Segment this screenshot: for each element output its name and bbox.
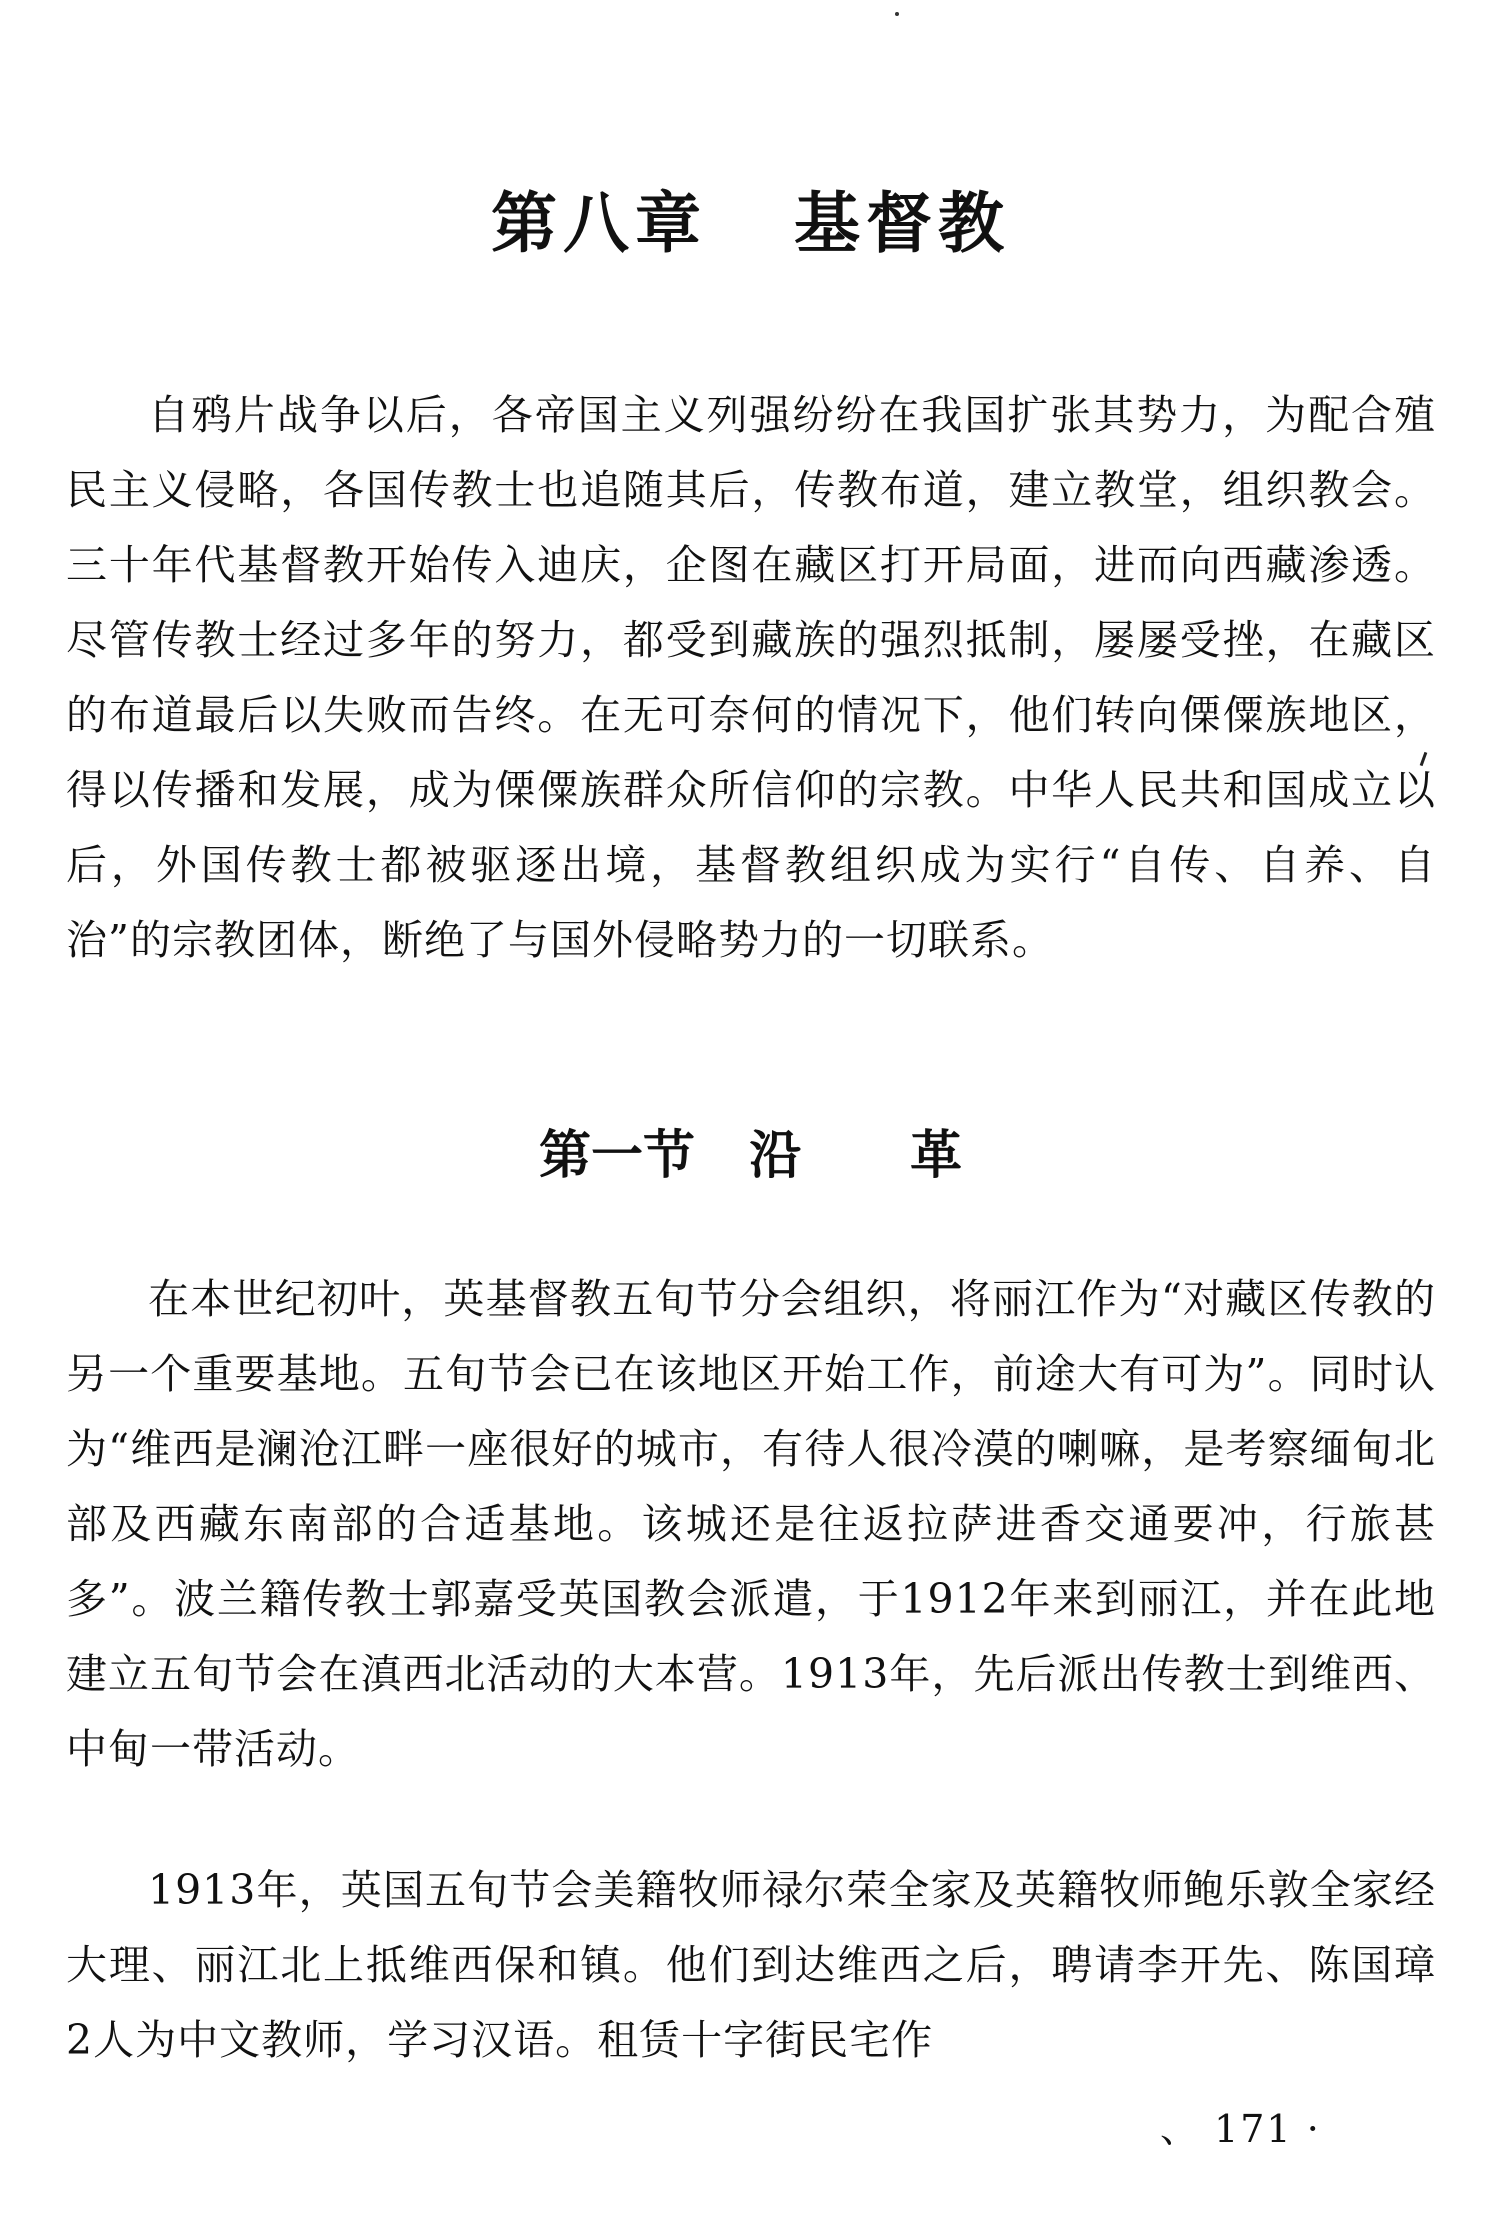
intro-paragraph: 自鸦片战争以后，各帝国主义列强纷纷在我国扩张其势力，为配合殖民主义侵略，各国传教士也追随其后，传教布道，建立教堂，组织教会。三十年代基督教开始传入迪庆，企图在藏区打开局面，进而向西藏渗透。尽管传教士经过多年的努力，都受到藏族的强烈抵制，屡屡受挫，在藏区的布道最后以失败而告终。在无可奈何的情况下，他们转向傈僳族地区，得以传播和发展，成为傈僳族群众所信仰的宗教。中华人民共和国成立以后，外国传教士都被驱逐出境，基督教组织成为实行“自传、自养、自治”的宗教团体，断绝了与国外侵略势力的一切联系。 xyxy=(66,391,1436,964)
scan-speck xyxy=(895,12,899,16)
section-paragraph: 在本世纪初叶，英基督教五旬节分会组织，将丽江作为“对藏区传教的另一个重要基地。五旬节会已在该地区开始工作，前途大有可为”。同时认为“维西是澜沧江畔一座很好的城市，有待人很冷漠的喇嘛，是考察缅甸北部及西藏东南部的合适基地。该城还是往返拉萨进香交通要冲，行旅甚多”。波兰籍传教士郭嘉受英国教会派遣，于1912年来到丽江，并在此地建立五旬节会在滇西北活动的大本营。1913年，先后派出传教士到维西、中甸一带活动。 xyxy=(66,1275,1436,1773)
chapter-title: 第八章 基督教 xyxy=(491,184,1010,262)
page-number: 、 171 · xyxy=(1160,2107,1321,2151)
section-paragraph: 1913年，英国五旬节会美籍牧师禄尔荣全家及英籍牧师鲍乐敦全家经大理、丽江北上抵维西保和镇。他们到达维西之后，聘请李开先、陈国璋2人为中文教师，学习汉语。租赁十字街民宅作 xyxy=(66,1866,1436,2064)
section-title: 第一节 沿 革 xyxy=(539,1125,962,1186)
